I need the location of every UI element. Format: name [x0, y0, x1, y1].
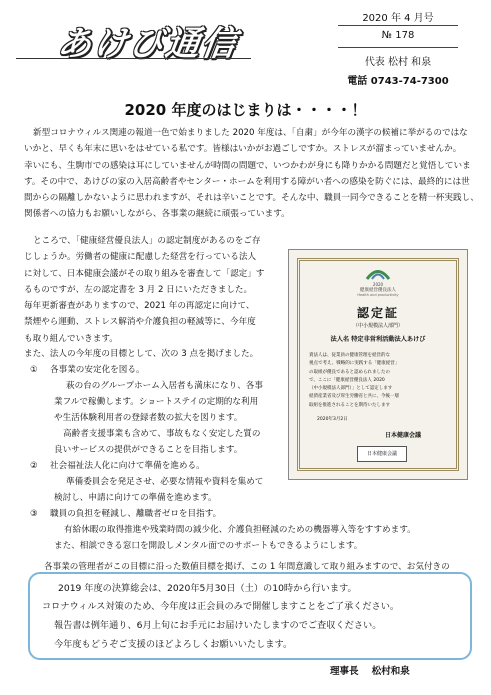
certificate-body-line: の取組が優良であると認められましたの [309, 369, 390, 375]
certificate-image [288, 249, 468, 480]
goal-marker: ① [30, 365, 38, 375]
goal-detail: 萩の台のグループホーム入居者も満床になり、各事 [66, 381, 263, 391]
notice-box [28, 572, 472, 660]
goal-heading: 社会福祉法人化に向けて準備を進める。 [50, 461, 205, 471]
phone-number: 電話 0743-74-7300 [347, 76, 449, 87]
certificate-issuer: 日本健康会議 [385, 432, 422, 439]
health-line: に対して、日本健康会議がその取り組みを審査して「認定」す [24, 268, 265, 279]
health-logo-icon [365, 266, 391, 282]
goal-marker: ③ [30, 509, 38, 519]
goals-intro: また、法人の今年度の目標として、次の 3 点を掲げました。 [24, 349, 259, 359]
intro-paragraph [24, 125, 479, 223]
goal-detail: 準備委員会を発足させ、必要な情報や資料を集めて [66, 477, 264, 487]
intro-line: いかと、早くも年末に思いをはせている私です。皆様はいかがお過ごしですか。ストレスが溜まっていませんか。 [24, 144, 462, 155]
certificate-body [309, 352, 449, 410]
health-line: じしょうか。労働者の健康に配慮した経営を行っている法人 [24, 252, 257, 263]
representative: 代表 松村 和泉 [364, 57, 432, 68]
closing-line: 各事業の管理者がこの目標に沿った数値目標を掲げ、この 1 年間意識して取り組みますので、お気付きの [44, 562, 450, 572]
goal-detail: 良いサービスの提供ができることを目指します。 [54, 445, 243, 455]
goal-detail: また、相談できる窓口を開設しメンタル面でのサポートもできるようにします。 [54, 541, 363, 551]
meta-divider [338, 47, 458, 48]
logo-name: 健康経営優良法人 [360, 288, 396, 293]
issuer-stamp: 日本健康会議 [357, 446, 407, 462]
meta-divider [338, 25, 458, 26]
issue-number: № 178 [381, 30, 415, 41]
issue-meta [338, 7, 458, 93]
certificate-body-line: 経済産業省及び厚生労働省と共に、今後一層 [309, 394, 399, 400]
certificate-category: （中小規模法人部門） [352, 323, 403, 329]
goal-detail: 業フルで稼働します。ショートステイの定期的な利用 [54, 397, 259, 407]
certificate-title: 認定証 [356, 306, 399, 320]
issue-date: 2020 年 4 月号 [362, 13, 434, 24]
certificate-body-line: 貴法人は、従業員の健康管理を経営的な [309, 353, 390, 358]
intro-line: 新型コロナウィルス関連の報道一色で始まりました 2020 年度は、「自粛」が今年の漢字の候補に挙がるのではな [33, 128, 468, 138]
health-line: 禁煙やら運動、ストレス解消や介護負担の軽減等に、今年度 [24, 317, 256, 328]
goal-detail: 高齢者支援事業も含めて、事故もなく安定した質の [63, 429, 261, 439]
certificate-body-line: で、ここに「健康経営優良法人 2020 [309, 377, 385, 383]
newsletter-title: あけび通信 [54, 24, 241, 64]
health-line: ところで、「健康経営優良法人」の認定制度があるのをご存 [33, 236, 261, 246]
notice-line: 2019 年度の決算総会は、2020年5月30日（土）の10時から行います。 [58, 583, 357, 594]
health-line: るものですが、左の認定書を 3 月 2 日にいただきました。 [24, 284, 253, 295]
intro-line: す。その中で、あけびの家の入居高齢者やセンター・ホームを利用する障がい者への感染を防ぐには、最終的には世 [24, 176, 470, 187]
masthead-divider [16, 58, 251, 59]
goal-detail: 有給休暇の取得推進や残業時間の減少化、介護負担軽減のための機器導入等をすすめます。 [64, 525, 416, 535]
headline: 2020 年度のはじまりは・・・・！ [124, 101, 367, 119]
notice-line: コロナウィルス対策のため、今年度は正会員のみで開催しますことをご了承ください。 [42, 601, 400, 612]
signature: 理事長 松村和泉 [330, 666, 410, 677]
certificate-body-line: （中小規模法人部門）」として認定します [309, 386, 393, 392]
goal-marker: ② [30, 461, 38, 471]
notice-line: 報告書は例年通り、6月上旬にお手元にお届けいたしますのでご査収ください。 [54, 620, 382, 631]
certificate-org: 法人名 特定非営利活動法人あけび [330, 336, 426, 343]
goal-detail: や生活体験利用者の登録者数の拡大を図ります。 [54, 413, 243, 423]
logo-year: 2020 [372, 282, 384, 287]
goal-heading: 職員の負担を軽減し、離職者ゼロを目指す。 [50, 509, 222, 519]
health-line: 毎年更新審査がありますので、2021 年の再認定に向けて、 [24, 301, 255, 312]
intro-line: 関係者への協力もお願いしながら、各事業の継続に頑張っています。 [24, 209, 290, 220]
goal-detail: 検討し、申請に向けての準備を進めます。 [54, 493, 217, 503]
logo-english: Health and productivity [357, 293, 399, 297]
certificate-body-line: 視点で考え、戦略的に実践する「健康経営」 [309, 361, 400, 367]
goal-heading: 各事業の安定化を図る。 [50, 365, 145, 375]
health-line: も取り組んでいきます。 [24, 333, 118, 344]
certificate-date: 2020年3月2日 [317, 417, 348, 422]
certificate-body-line: 取組を推進されることを期待いたします [309, 402, 390, 408]
intro-line: 幸いにも、生駒市での感染は耳にしていませんが時間の問題で、いつかわが身にも降りかかる問題だと覚悟していま [24, 160, 471, 171]
intro-line: 間からの隔離しかないように思われますが、それは辛いことです。そんな中、職員一同今できることを精一杯実践し、 [24, 193, 479, 204]
notice-line: 今年度もどうぞご支援のほどよろしくお願いいたします。 [54, 639, 293, 650]
health-paragraph [24, 233, 282, 347]
